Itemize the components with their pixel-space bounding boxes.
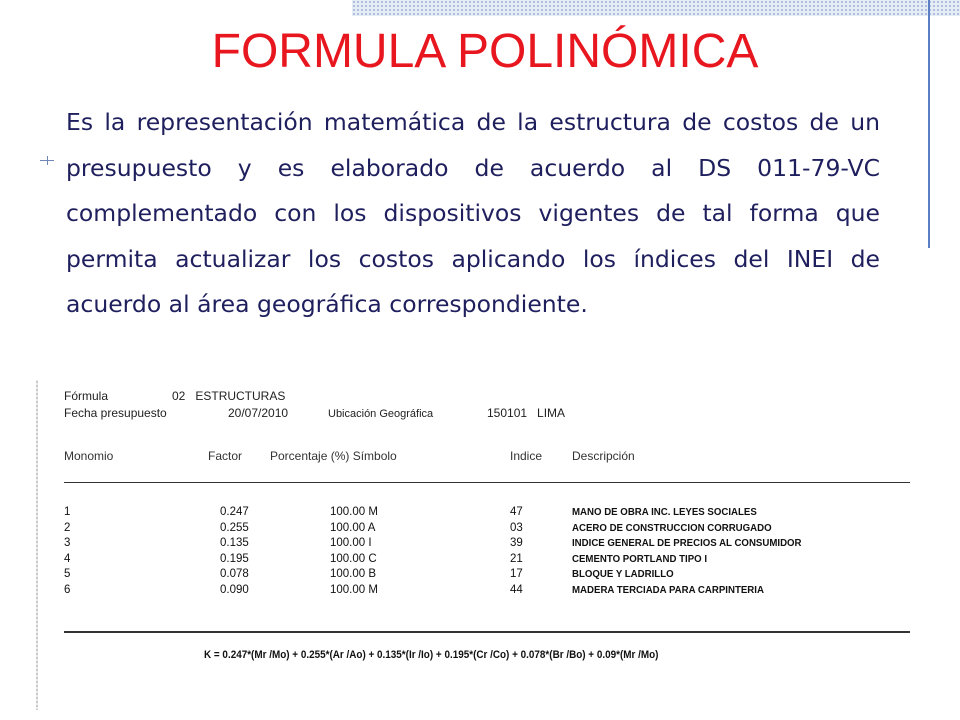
decorative-tick-mark-vertical [47,156,48,165]
cell-porcentaje: 100.00 C [330,552,377,565]
ubicacion-label: Ubicación Geográfica [328,408,434,420]
description-paragraph: Es la representación matemática de la estructura de costos de un presupuesto y es elaborado de acuerdo al DS 011-79-VC complementado con los dispositivos vigentes de tal forma que permita actualizar los costos aplicando los índices del INEI de acuerdo al área geográfica correspondiente. [66,108,880,318]
table-row [42,506,910,522]
cell-monomio: 3 [64,537,71,550]
table-top-rule [64,482,910,483]
cell-indice: 17 [510,568,523,581]
cell-factor: 0.090 [220,584,249,596]
formula-value: 02 ESTRUCTURAS [172,389,286,403]
ubicacion-value: 150101 LIMA [487,406,566,420]
fecha-value: 20/07/2010 [228,406,289,420]
cell-porcentaje: 100.00 M [330,506,378,518]
table-row [42,553,910,569]
cell-descripcion: INDICE GENERAL DE PRECIOS AL CONSUMIDOR [572,537,802,550]
cell-descripcion: MADERA TERCIADA PARA CARPINTERIA [572,584,764,596]
cell-indice: 47 [510,506,523,518]
cell-monomio: 6 [64,584,71,596]
column-header-descripcion: Descripción [572,449,635,463]
cell-porcentaje: 100.00 M [330,584,378,596]
column-header-indice: Indice [510,449,543,463]
cell-indice: 39 [510,537,523,550]
cell-monomio: 1 [64,506,71,518]
cell-factor: 0.247 [220,506,249,518]
formula-report [42,372,910,712]
cell-indice: 44 [510,584,523,596]
cell-monomio: 2 [64,521,71,534]
cell-monomio: 5 [64,568,71,581]
column-header-monomio: Monomio [64,449,114,463]
cell-factor: 0.255 [220,521,249,534]
table-bottom-rule [64,631,910,633]
cell-descripcion: MANO DE OBRA INC. LEYES SOCIALES [572,506,757,518]
cell-porcentaje: 100.00 I [330,537,372,550]
cell-indice: 21 [510,552,523,565]
cell-descripcion: ACERO DE CONSTRUCCION CORRUGADO [572,521,772,534]
table-row [42,537,910,553]
decorative-dotted-band [352,0,960,16]
column-header-porcentaje: Porcentaje (%) Símbolo [270,449,397,463]
cell-factor: 0.195 [220,552,249,565]
cell-porcentaje: 100.00 B [330,568,377,581]
cell-descripcion: BLOQUE Y LADRILLO [572,568,674,581]
cell-descripcion: CEMENTO PORTLAND TIPO I [572,552,708,565]
cell-factor: 0.078 [220,568,249,581]
formula-label: Fórmula [64,389,109,403]
cell-monomio: 4 [64,552,71,565]
decorative-dotted-margin [36,380,38,710]
cell-indice: 03 [510,521,523,534]
polynomial-formula: K = 0.247*(Mr /Mo) + 0.255*(Ar /Ao) + 0.135*(Ir /Io) + 0.195*(Cr /Co) + 0.078*(Br /Bo) + 0.09*(Mr /Mo) [204,649,659,661]
column-header-factor: Factor [208,449,243,463]
slide-title: FORMULA POLINÓMICA [211,25,759,78]
cell-porcentaje: 100.00 A [330,521,376,534]
fecha-label: Fecha presupuesto [64,406,167,420]
cell-factor: 0.135 [220,537,249,550]
table-row [42,584,910,600]
table-row [42,522,910,538]
table-row [42,568,910,584]
